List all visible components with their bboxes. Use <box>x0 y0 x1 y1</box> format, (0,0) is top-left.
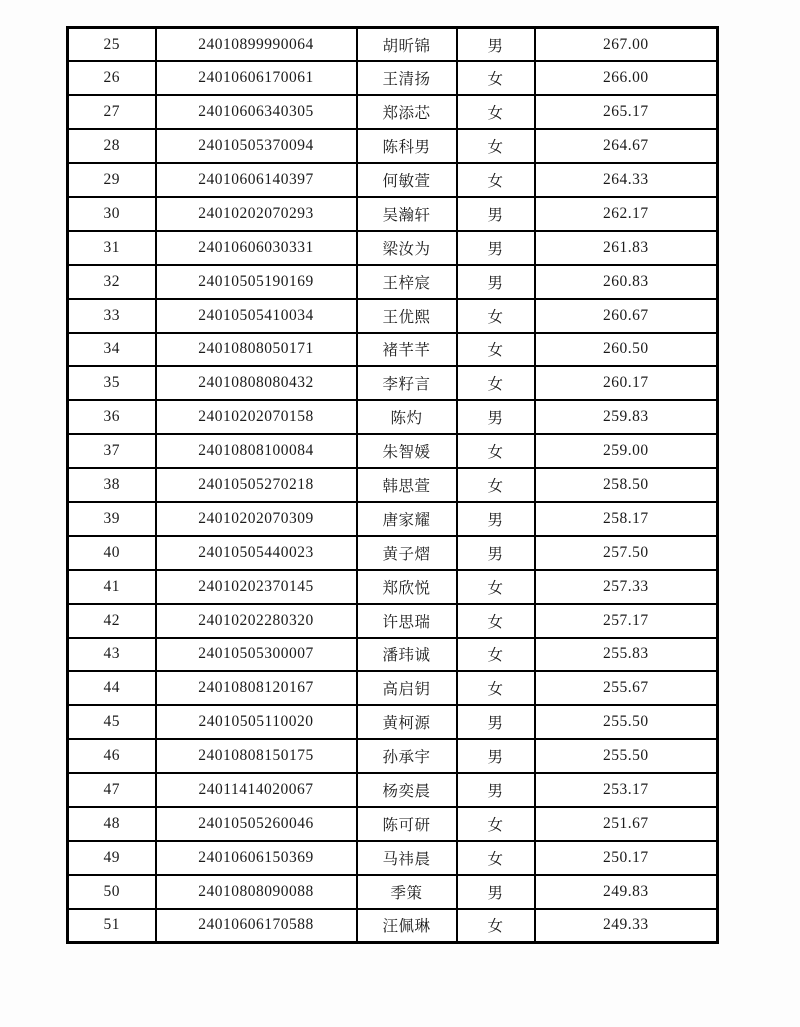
name-cell: 季策 <box>357 875 457 909</box>
gender-cell: 女 <box>457 333 535 367</box>
id-cell: 24010606150369 <box>156 841 357 875</box>
id-cell: 24010808100084 <box>156 434 357 468</box>
table-row <box>68 570 718 604</box>
table-row <box>68 61 718 95</box>
id-cell: 24010505270218 <box>156 468 357 502</box>
gender-cell: 女 <box>457 299 535 333</box>
name-cell: 吴瀚轩 <box>357 197 457 231</box>
name-cell: 汪佩琳 <box>357 909 457 943</box>
table-row <box>68 163 718 197</box>
table-row <box>68 671 718 705</box>
gender-cell: 男 <box>457 875 535 909</box>
name-cell: 马祎晨 <box>357 841 457 875</box>
score-cell: 255.50 <box>535 705 718 739</box>
table-row <box>68 95 718 129</box>
score-cell: 259.00 <box>535 434 718 468</box>
table-row <box>68 28 718 62</box>
rank-cell: 51 <box>68 909 156 943</box>
id-cell: 24010606030331 <box>156 231 357 265</box>
id-cell: 24010606170588 <box>156 909 357 943</box>
id-cell: 24010505260046 <box>156 807 357 841</box>
name-cell: 许思瑞 <box>357 604 457 638</box>
rank-cell: 25 <box>68 28 156 62</box>
rank-cell: 28 <box>68 129 156 163</box>
rank-cell: 30 <box>68 197 156 231</box>
table-row <box>68 231 718 265</box>
gender-cell: 女 <box>457 570 535 604</box>
rank-cell: 45 <box>68 705 156 739</box>
score-cell: 260.50 <box>535 333 718 367</box>
table-row <box>68 197 718 231</box>
name-cell: 郑欣悦 <box>357 570 457 604</box>
table-row <box>68 841 718 875</box>
score-cell: 258.50 <box>535 468 718 502</box>
name-cell: 胡昕锦 <box>357 28 457 62</box>
id-cell: 24010202070293 <box>156 197 357 231</box>
name-cell: 韩思萱 <box>357 468 457 502</box>
id-cell: 24010808080432 <box>156 366 357 400</box>
table-row <box>68 638 718 672</box>
score-cell: 265.17 <box>535 95 718 129</box>
id-cell: 24010505410034 <box>156 299 357 333</box>
gender-cell: 男 <box>457 265 535 299</box>
name-cell: 陈灼 <box>357 400 457 434</box>
score-table <box>66 26 719 944</box>
score-cell: 255.67 <box>535 671 718 705</box>
score-cell: 264.33 <box>535 163 718 197</box>
rank-cell: 33 <box>68 299 156 333</box>
id-cell: 24010202070309 <box>156 502 357 536</box>
name-cell: 王优熙 <box>357 299 457 333</box>
gender-cell: 女 <box>457 129 535 163</box>
id-cell: 24010505190169 <box>156 265 357 299</box>
name-cell: 梁汝为 <box>357 231 457 265</box>
score-cell: 260.67 <box>535 299 718 333</box>
gender-cell: 男 <box>457 739 535 773</box>
id-cell: 24011414020067 <box>156 773 357 807</box>
score-cell: 250.17 <box>535 841 718 875</box>
rank-cell: 39 <box>68 502 156 536</box>
name-cell: 王清扬 <box>357 61 457 95</box>
id-cell: 24010505300007 <box>156 638 357 672</box>
id-cell: 24010808050171 <box>156 333 357 367</box>
score-cell: 267.00 <box>535 28 718 62</box>
table-row <box>68 468 718 502</box>
gender-cell: 女 <box>457 807 535 841</box>
table-row <box>68 604 718 638</box>
score-cell: 260.83 <box>535 265 718 299</box>
rank-cell: 42 <box>68 604 156 638</box>
name-cell: 陈可研 <box>357 807 457 841</box>
table-row <box>68 773 718 807</box>
table-row <box>68 909 718 943</box>
table-row <box>68 705 718 739</box>
name-cell: 孙承宇 <box>357 739 457 773</box>
score-cell: 257.33 <box>535 570 718 604</box>
score-cell: 266.00 <box>535 61 718 95</box>
gender-cell: 女 <box>457 434 535 468</box>
name-cell: 何敏萱 <box>357 163 457 197</box>
gender-cell: 女 <box>457 638 535 672</box>
table-row <box>68 265 718 299</box>
rank-cell: 34 <box>68 333 156 367</box>
gender-cell: 男 <box>457 197 535 231</box>
gender-cell: 女 <box>457 468 535 502</box>
gender-cell: 男 <box>457 231 535 265</box>
rank-cell: 32 <box>68 265 156 299</box>
rank-cell: 50 <box>68 875 156 909</box>
id-cell: 24010606140397 <box>156 163 357 197</box>
score-cell: 255.83 <box>535 638 718 672</box>
gender-cell: 女 <box>457 95 535 129</box>
id-cell: 24010808090088 <box>156 875 357 909</box>
score-table-body <box>68 28 718 943</box>
name-cell: 黄子熠 <box>357 536 457 570</box>
gender-cell: 女 <box>457 61 535 95</box>
score-cell: 258.17 <box>535 502 718 536</box>
table-row <box>68 434 718 468</box>
gender-cell: 男 <box>457 536 535 570</box>
name-cell: 郑添芯 <box>357 95 457 129</box>
rank-cell: 27 <box>68 95 156 129</box>
rank-cell: 48 <box>68 807 156 841</box>
id-cell: 24010899990064 <box>156 28 357 62</box>
rank-cell: 41 <box>68 570 156 604</box>
rank-cell: 49 <box>68 841 156 875</box>
gender-cell: 女 <box>457 366 535 400</box>
score-cell: 249.33 <box>535 909 718 943</box>
id-cell: 24010808120167 <box>156 671 357 705</box>
rank-cell: 46 <box>68 739 156 773</box>
table-row <box>68 299 718 333</box>
name-cell: 李籽言 <box>357 366 457 400</box>
id-cell: 24010202370145 <box>156 570 357 604</box>
table-row <box>68 875 718 909</box>
table-row <box>68 502 718 536</box>
name-cell: 褚芊芊 <box>357 333 457 367</box>
id-cell: 24010202280320 <box>156 604 357 638</box>
name-cell: 唐家耀 <box>357 502 457 536</box>
gender-cell: 女 <box>457 841 535 875</box>
id-cell: 24010505370094 <box>156 129 357 163</box>
score-cell: 261.83 <box>535 231 718 265</box>
score-cell: 264.67 <box>535 129 718 163</box>
rank-cell: 31 <box>68 231 156 265</box>
gender-cell: 女 <box>457 909 535 943</box>
name-cell: 朱智媛 <box>357 434 457 468</box>
id-cell: 24010505440023 <box>156 536 357 570</box>
id-cell: 24010606170061 <box>156 61 357 95</box>
id-cell: 24010808150175 <box>156 739 357 773</box>
name-cell: 杨奕晨 <box>357 773 457 807</box>
rank-cell: 36 <box>68 400 156 434</box>
table-row <box>68 536 718 570</box>
table-row <box>68 807 718 841</box>
table-row <box>68 333 718 367</box>
table-row <box>68 400 718 434</box>
score-cell: 253.17 <box>535 773 718 807</box>
gender-cell: 女 <box>457 163 535 197</box>
score-cell: 251.67 <box>535 807 718 841</box>
score-cell: 259.83 <box>535 400 718 434</box>
id-cell: 24010202070158 <box>156 400 357 434</box>
gender-cell: 男 <box>457 773 535 807</box>
rank-cell: 40 <box>68 536 156 570</box>
rank-cell: 38 <box>68 468 156 502</box>
id-cell: 24010505110020 <box>156 705 357 739</box>
name-cell: 黄柯源 <box>357 705 457 739</box>
score-cell: 262.17 <box>535 197 718 231</box>
gender-cell: 男 <box>457 705 535 739</box>
id-cell: 24010606340305 <box>156 95 357 129</box>
name-cell: 王梓宸 <box>357 265 457 299</box>
gender-cell: 女 <box>457 604 535 638</box>
score-cell: 257.50 <box>535 536 718 570</box>
rank-cell: 26 <box>68 61 156 95</box>
rank-cell: 29 <box>68 163 156 197</box>
rank-cell: 43 <box>68 638 156 672</box>
score-cell: 255.50 <box>535 739 718 773</box>
gender-cell: 男 <box>457 28 535 62</box>
rank-cell: 35 <box>68 366 156 400</box>
score-cell: 249.83 <box>535 875 718 909</box>
gender-cell: 男 <box>457 400 535 434</box>
gender-cell: 女 <box>457 671 535 705</box>
table-row <box>68 129 718 163</box>
rank-cell: 37 <box>68 434 156 468</box>
name-cell: 陈科男 <box>357 129 457 163</box>
name-cell: 高启钥 <box>357 671 457 705</box>
score-cell: 260.17 <box>535 366 718 400</box>
rank-cell: 47 <box>68 773 156 807</box>
table-row <box>68 366 718 400</box>
name-cell: 潘玮诚 <box>357 638 457 672</box>
table-row <box>68 739 718 773</box>
gender-cell: 男 <box>457 502 535 536</box>
score-cell: 257.17 <box>535 604 718 638</box>
rank-cell: 44 <box>68 671 156 705</box>
